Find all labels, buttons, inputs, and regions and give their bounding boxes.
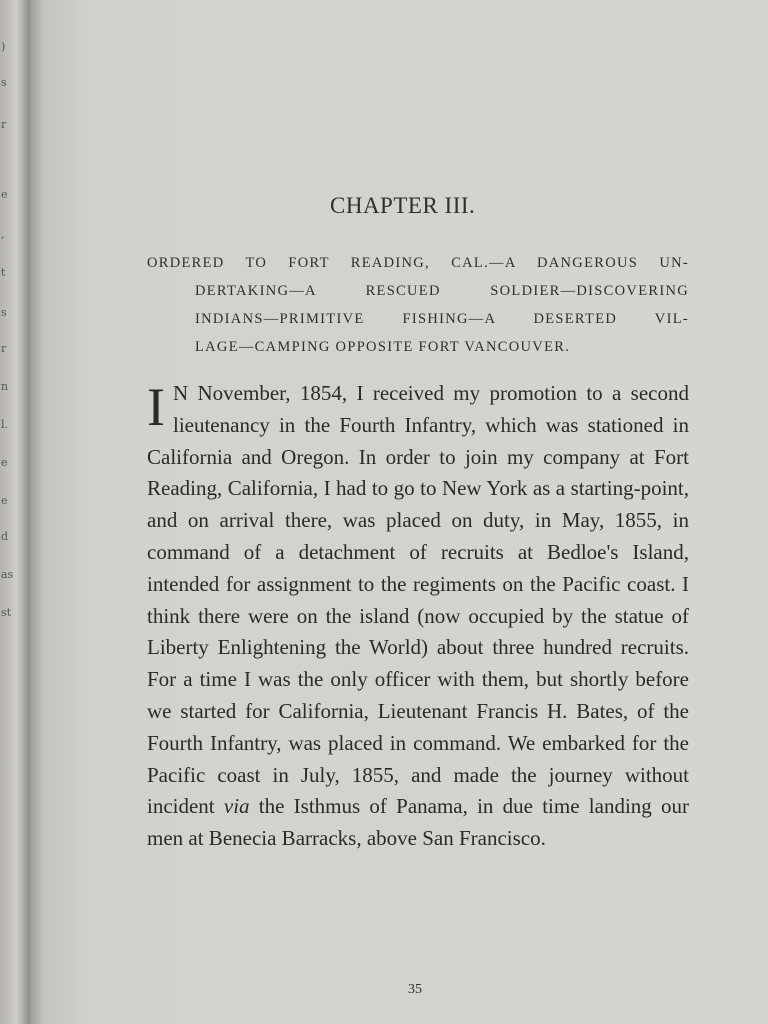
gutter-fragment: e — [1, 188, 8, 201]
summary-line: LAGE—CAMPING OPPOSITE FORT VANCOUVER. — [195, 339, 571, 355]
summary-line: ORDERED TO FORT READING, CAL.—A DANGEROUS UN- — [147, 255, 689, 271]
chapter-summary — [147, 249, 689, 361]
gutter-fragment: d — [1, 530, 9, 543]
gutter-fragment: ) — [1, 40, 6, 53]
gutter-fragment: n — [1, 380, 9, 393]
left-page-edge — [0, 0, 30, 1024]
gutter-fragment: r — [1, 118, 7, 131]
chapter-body — [147, 378, 689, 855]
gutter-fragment: as — [1, 568, 14, 581]
body-text-end: the Isthmus of Panama, in due time landing our men at Benecia Barracks, above San Francisco. — [147, 794, 689, 851]
summary-line: DERTAKING—A RESCUED SOLDIER—DISCOVERING — [195, 283, 689, 299]
body-paragraph — [147, 378, 689, 855]
gutter-fragment: l. — [1, 418, 9, 431]
drop-cap: I — [147, 377, 165, 437]
gutter-fragment: , — [1, 228, 5, 241]
gutter-fragment: s — [1, 76, 7, 89]
page-number: 35 — [408, 982, 422, 997]
gutter-fragment: t — [1, 266, 6, 279]
gutter-fragment: r — [1, 342, 7, 355]
gutter-fragment: e — [1, 456, 8, 469]
gutter-fragment: s — [1, 306, 7, 319]
gutter-fragment: e — [1, 494, 8, 507]
summary-line: INDIANS—PRIMITIVE FISHING—A DESERTED VIL- — [195, 311, 689, 327]
italic-word: via — [223, 794, 250, 819]
book-page — [30, 0, 768, 1024]
chapter-title: CHAPTER III. — [330, 193, 476, 218]
gutter-fragment: st — [1, 606, 12, 619]
body-text-main: N November, 1854, I received my promotion to a second lieutenancy in the Fourth Infantry, which was stationed in California and Oregon. In order to join my company at Fort Reading, California, I had to go to New York as a starting-point, and on arrival there, was placed on duty, in May, 1855, in command of a detachment of recruits at Bedloe's Island, intended for assignment to the regiments on the Pacific coast. I think there were on the island (now occupied by the statue of Liberty Enlightening the World) about three hundred recruits. For a time I was the only officer with them, but shortly before we started for California, Lieutenant Francis H. Bates, of the Fourth Infantry, was placed in command. We embarked for the Pacific coast in July, 1855, and made the journey without incident — [147, 381, 689, 819]
